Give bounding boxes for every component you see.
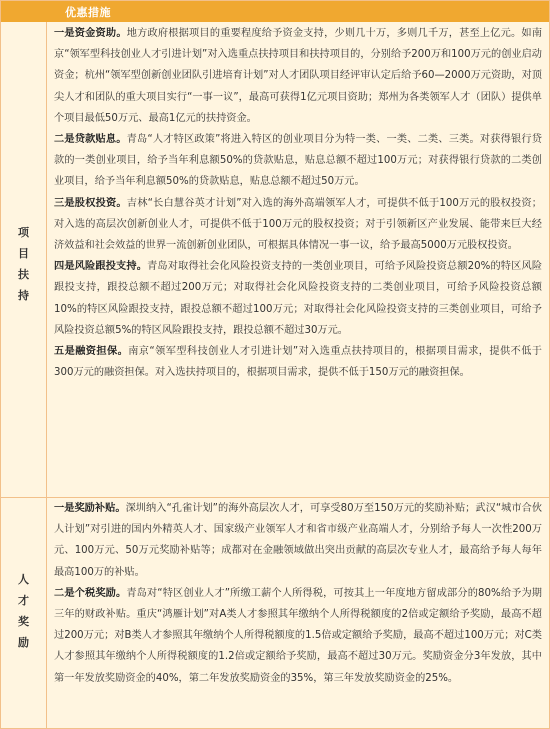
paragraph-financing-guarantee [54, 341, 542, 383]
paragraph-text: 青岛“人才特区政策”将进入特区的创业项目分为特一类、一类、二类、三类。对获得银行贷款的一类创业项目，给予当年利息额50%的贷款贴息，贴息总额不超过100万元；对获得银行贷款的二类创业项目，给予当年利息额50%的贷款贴息，贴息总额不超过50万元。 [54, 134, 542, 188]
paragraph-lead: 一是奖励补贴。 [54, 503, 126, 514]
row-label-char: 才 [18, 594, 29, 607]
paragraph-lead: 二是个税奖励。 [54, 587, 127, 599]
paragraph-text: 吉林“长白慧谷英才计划”对入选的海外高端领军人才，可提供不低于100万元的股权投资；对入选的高层次创新创业人才，可提供不低于100万元的股权投资；对于引领新区产业发展、能带来巨大经济效益和社会效益的世界一流创新创业团队，可根据具体情况一事一议，给予最高5000万元股权投资。 [54, 197, 542, 252]
paragraph-tax-reward [54, 583, 542, 689]
row-label-char: 励 [18, 636, 29, 649]
paragraph-loan-subsidy [54, 129, 542, 193]
row-content-talent-reward [54, 498, 542, 689]
row-label-char: 项 [18, 226, 29, 239]
header-title: 优惠措施 [65, 6, 111, 19]
row-label-char: 扶 [18, 268, 29, 281]
row-label-talent-reward [1, 569, 46, 653]
paragraph-reward-subsidy [54, 498, 542, 583]
row-label-char: 持 [18, 289, 29, 302]
paragraph-lead: 四是风险跟投支持。 [54, 261, 148, 273]
paragraph-lead: 一是资金资助。 [54, 28, 127, 39]
row-label-char: 目 [18, 247, 29, 260]
table-header [1, 1, 549, 22]
column-divider [46, 22, 47, 728]
paragraph-risk-coinvest [54, 256, 542, 341]
row-label-char: 奖 [18, 615, 29, 628]
paragraph-text: 深圳纳入“孔雀计划”的海外高层次人才，可享受80万至150万元的奖励补贴；武汉“城市合伙人计划”对引进的国内外精英人才、国家级产业领军人才和省市级产业高端人才，分别给予每人一次性200万元、100万元、50万元奖励补贴等；成都对在金融领域做出突出贡献的高层次专业人才，最高给予每人每年最高100万的补贴。 [54, 503, 543, 578]
paragraph-text: 南京“领军型科技创业人才引进计划”对入选重点扶持项目的，根据项目需求，提供不低于300万元的融资担保。对入选扶持项目的，根据项目需求，提供不低于150万元的融资担保。 [54, 346, 542, 379]
row-label-char: 人 [18, 573, 29, 586]
paragraph-lead: 二是贷款贴息。 [54, 134, 127, 146]
paragraph-equity-investment [54, 193, 542, 257]
paragraph-lead: 五是融资担保。 [54, 346, 129, 358]
row-label-project-support [1, 222, 46, 306]
paragraph-text: 青岛对“特区创业人才”所缴工薪个人所得税，可按其上一年度地方留成部分的80%给予为期三年的财政补贴。重庆“鸿雁计划”对A类人才参照其年缴纳个人所得税额度的2倍或定额给予奖励，最高不超过200万元；对B类人才参照其年缴纳个人所得税额度的1.5倍或定额给予奖励，最高不超过100万元；对C类人才参照其年缴纳个人所得税额度的1.2倍或定额给予奖励，最高不超过30万元。奖励资金分3年发放，其中第一年发放奖励资金的40%，第二年发放奖励资金的35%，第三年发放奖励资金的25%。 [54, 587, 542, 684]
paragraph-text: 青岛对取得社会化风险投资支持的一类创业项目，可给予风险投资总额20%的特区风险跟投支持，跟投总额不超过200万元；对取得社会化风险投资支持的二类创业项目，可给予风险投资总额10%的特区风险跟投支持，跟投总额不超过100万元；对取得社会化风险投资支持的三类创业项目，可给予风险投资总额5%的特区风险跟投支持，跟投总额不超过30万元。 [54, 261, 543, 336]
paragraph-lead: 三是股权投资。 [54, 197, 127, 209]
paragraph-funding [54, 23, 542, 129]
paragraph-text: 地方政府根据项目的重要程度给予资金支持，少则几十万，多则几千万，甚至上亿元。如南京“领军型科技创业人才引进计划”对入选重点扶持项目和扶持项目的，分别给予200万和100万元的创业启动资金；杭州“领军型创新创业团队引进培育计划”对人才团队项目经评审认定后给予60—2000万元资助，对顶尖人才和团队的重大项目实行“一事一议”，最高可获得1亿元项目资助；郑州为各类领军人才（团队）提供单个项目最低50万元、最高1亿元的扶持资金。 [54, 28, 543, 124]
row-content-project-support [54, 23, 542, 383]
